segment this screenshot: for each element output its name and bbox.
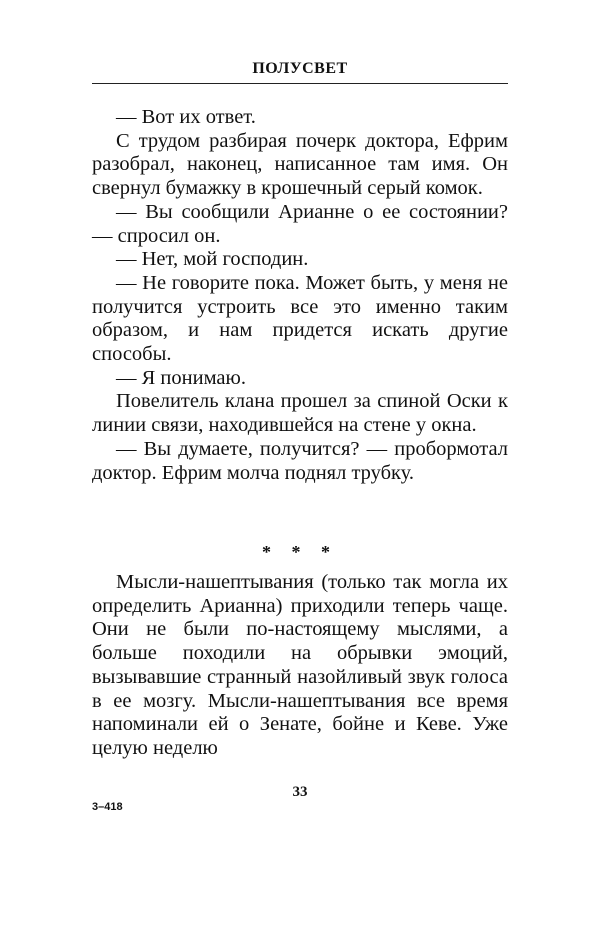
paragraph: — Вы думаете, получится? — пробормотал доктор. Ефрим молча поднял трубку. (92, 437, 508, 484)
running-title: ПОЛУСВЕТ (252, 60, 348, 77)
page-number: 33 (292, 784, 308, 800)
printer-signature: 3–418 (92, 801, 123, 813)
paragraph: — Я понимаю. (116, 366, 246, 389)
paragraph: — Не говорите пока. Может быть, у меня не получится устроить все это именно таким образом, и нам придется искать другие способы. (92, 271, 508, 366)
paragraph: Повелитель клана прошел за спиной Оски к линии связи, находившейся на стене у окна. (92, 390, 508, 437)
paragraph: — Нет, мой господин. (116, 248, 309, 271)
text-section-2 (92, 571, 508, 761)
text-section-1 (92, 106, 508, 485)
paragraph: — Вот их ответ. (116, 106, 256, 128)
paragraph: — Вы сообщили Арианне о ее состоянии? — спросил он. (92, 200, 508, 247)
paragraph: С трудом разбирая почерк доктора, Ефрим разобрал, наконец, написанное там имя. Он свернул бумажку в крошечный серый комок. (92, 129, 508, 200)
header-rule (92, 83, 508, 84)
paragraph: Мысли-нашептывания (только так могла их определить Арианна) приходили теперь чаще. Они не были по-настоящему мыслями, а больше походили на обрывки эмоций, вызывавшие странный назойливый звук голоса в ее мозгу. Мысли-нашептывания все время напоминали ей о Зенате, бойне и Кеве. Уже целую неделю (92, 571, 508, 759)
section-separator: * * * (262, 542, 338, 562)
